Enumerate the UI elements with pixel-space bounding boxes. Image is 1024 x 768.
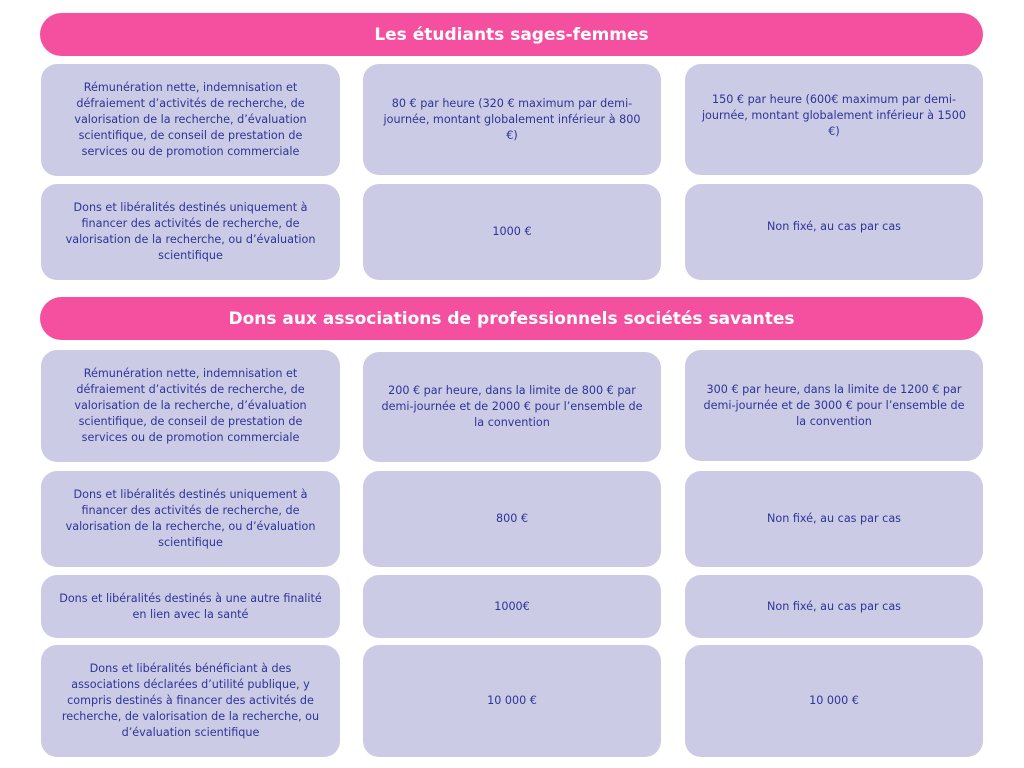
criteria-label: Dons et libéralités destinés uniquement à financer des activités de recherche, de valorisation de la recherche, ou d’évaluation scientifique bbox=[65, 488, 316, 549]
value-cell bbox=[363, 184, 661, 280]
criteria-cell bbox=[41, 350, 340, 462]
value-text: 10 000 € bbox=[809, 694, 859, 707]
criteria-label: Rémunération nette, indemnisation et défraiement d’activités de recherche, de valorisation de la recherche, d’évaluation scientifique, de conseil de prestation de services ou de promotion commerciale bbox=[74, 81, 307, 158]
section-banner-etudiants-sages-femmes bbox=[40, 13, 983, 56]
value-text: Non fixé, au cas par cas bbox=[766, 220, 902, 233]
value-text: 10 000 € bbox=[487, 694, 537, 707]
criteria-cell bbox=[41, 184, 340, 280]
value-text: 80 € par heure (320 € maximum par demi-journée, montant globalement inférieur à 800 €) bbox=[383, 96, 641, 142]
value-text: Non fixé, au cas par cas bbox=[766, 512, 902, 525]
value-cell bbox=[685, 350, 983, 461]
criteria-cell bbox=[41, 575, 340, 638]
value-cell bbox=[363, 575, 661, 638]
value-cell bbox=[685, 64, 983, 175]
value-text: 200 € par heure, dans la limite de 800 € par demi-journée et de 2000 € pour l’ensemble de la convention bbox=[381, 384, 643, 429]
value-cell bbox=[363, 645, 661, 757]
value-cell bbox=[685, 575, 983, 638]
value-cell bbox=[363, 64, 661, 175]
value-cell bbox=[685, 184, 983, 280]
criteria-label: Dons et libéralités destinés uniquement à financer des activités de recherche, de valorisation de la recherche, ou d’évaluation scientifique bbox=[65, 201, 316, 262]
value-text: 1000 € bbox=[492, 225, 532, 238]
value-text: 150 € par heure (600€ maximum par demi-journée, montant globalement inférieur à 1500 €) bbox=[701, 92, 967, 138]
value-text: Non fixé, au cas par cas bbox=[766, 599, 902, 613]
value-cell bbox=[363, 471, 661, 567]
value-text: 300 € par heure, dans la limite de 1200 € par demi-journée et de 3000 € pour l’ensemble de la convention bbox=[703, 382, 965, 428]
value-text: 1000€ bbox=[494, 599, 530, 613]
section-title: Dons aux associations de professionnels sociétés savantes bbox=[228, 308, 795, 329]
criteria-cell bbox=[41, 64, 340, 176]
value-cell bbox=[685, 471, 983, 567]
section-title: Les étudiants sages-femmes bbox=[374, 24, 649, 45]
criteria-cell bbox=[41, 471, 340, 567]
value-text: 800 € bbox=[495, 512, 529, 525]
section-banner-dons-associations bbox=[40, 297, 983, 340]
value-cell bbox=[685, 645, 983, 757]
value-cell bbox=[363, 352, 661, 462]
criteria-cell bbox=[41, 645, 340, 757]
criteria-label: Dons et libéralités destinés à une autre finalité en lien avec la santé bbox=[59, 591, 322, 621]
criteria-label: Rémunération nette, indemnisation et défraiement d’activités de recherche, de valorisation de la recherche, d’évaluation scientifique, de conseil de prestation de services ou de promotion commerciale bbox=[74, 367, 307, 444]
criteria-label: Dons et libéralités bénéficiant à des associations déclarées d’utilité publique, y compris destinés à financer des activités de recherche, de valorisation de la recherche, ou d’évaluation scientifique bbox=[61, 662, 320, 739]
